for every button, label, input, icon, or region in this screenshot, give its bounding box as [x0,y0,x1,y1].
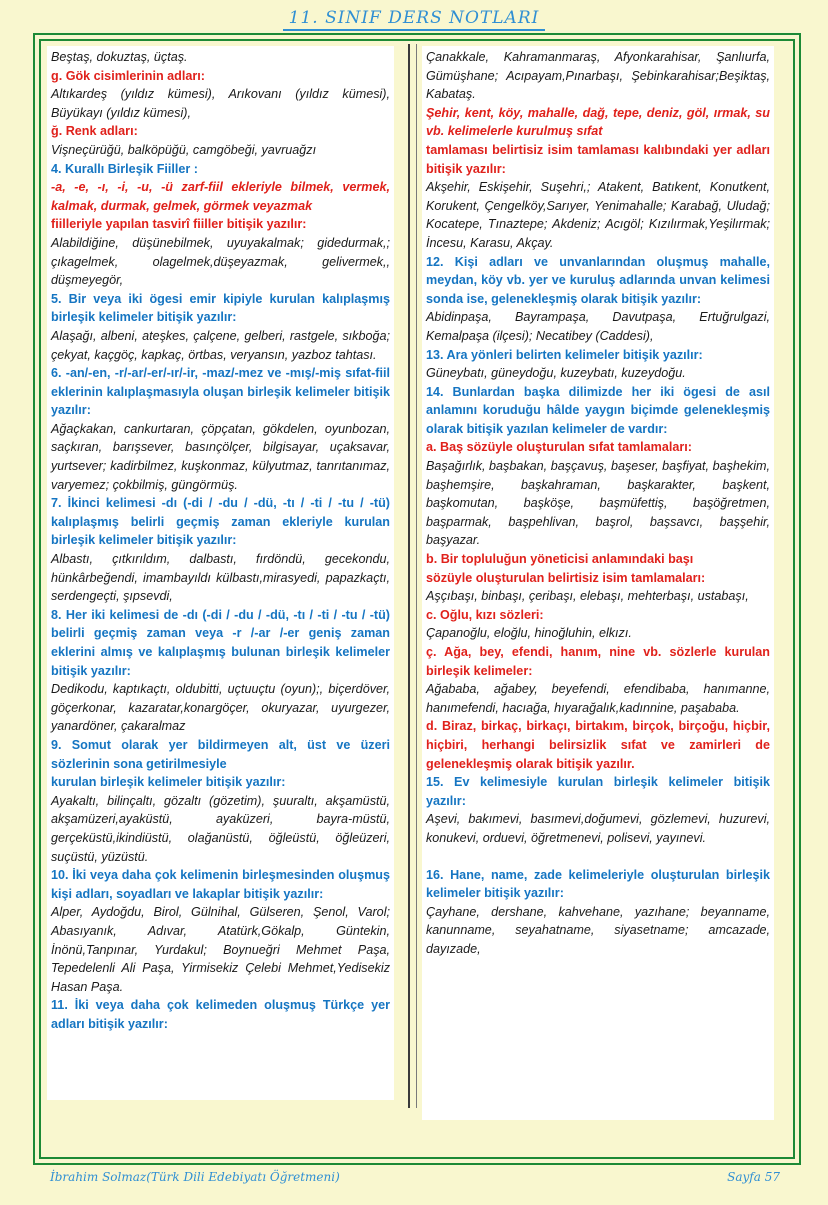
place-rule-examples: Akşehir, Eskişehir, Suşehri,; Atakent, Batıkent, Konutkent, Korukent, Çengelköy,Sarıyer, Yenimahalle; Karabağ, Uludağ; Kocatepe, Tınaztepe; Akdeniz; Acıgöl; Kızılırmak,Yeşilırmak; İncesu, Karasu, Akçay. [426,180,770,250]
stone-names-example: Beştaş, dokuztaş, üçtaş. [51,50,188,64]
place-rule-a: Şehir, kent, köy, mahalle, dağ, tepe, deniz, göl, ırmak, su vb. kelimelerle kurulmuş sıfat [426,105,770,139]
section-4-rule-b: fiilleriyle yapılan tasvirî fiiller bitişik yazılır: [51,217,307,232]
section-14a-examples: Başağırlık, başbakan, başçavuş, başeser, başfiyat, başhekim, başhemşire, başkahraman, başkarakter, başkent, başkomutan, başköşe, başmüfettiş, başöğretmen, başparmak, başpehlivan, başrol, başsavcı, başşehir, başyazar. [426,459,770,548]
section-5-heading: 5. Bir veya iki ögesi emir kipiyle kurulan kalıplaşmış birleşik kelimeler bitişik yazılır: [51,291,390,325]
place-rule-b: tamlaması belirtisiz isim tamlaması kalıbındaki yer adları bitişik yazılır: [426,142,770,176]
section-5-examples: Alaşağı, albeni, ateşkes, çalçene, gelberi, rastgele, sıkboğa; çekyat, kaçgöç, kapkaç, örtbas, veryansın, yazboz tahtası. [51,328,390,362]
section-14b-examples: Aşçıbaşı, binbaşı, çeribaşı, elebaşı, mehterbaşı, ustabaşı, [426,589,749,604]
section-9-heading: 9. Somut olarak yer bildirmeyen alt, üst ve üzeri sözlerinin sona getirilmesiyle [51,737,390,771]
column-divider-thin [416,44,417,1108]
section-8-examples: Dedikodu, kaptıkaçtı, oldubitti, uçtuuçtu (oyun);, biçerdöver, göçerkonar, kazaratar,konargöçer, okuryazar, uyurgezer, yanardöner, çakaralmaz [51,682,390,734]
section-14c-examples: Çapanoğlu, eloğlu, hinoğluhin, elkızı. [426,626,632,641]
section-4-heading: 4. Kurallı Birleşik Fiiller : [51,161,198,176]
section-6-heading: 6. -an/-en, -r/-ar/-er/-ır/-ir, -maz/-mez ve -mış/-miş sıfat-fiil eklerinin kalıplaşmasıyla oluşan birleşik kelimeler bitişik yazılır: [51,366,390,418]
section-14cc-heading: ç. Ağa, bey, efendi, hanım, nine vb. sözlerle kurulan birleşik kelimeler: [426,645,770,678]
section-12-heading: 12. Kişi adları ve unvanlarından oluşmuş mahalle, meydan, köy vb. yer ve kuruluş adlarında unvan kelimesi sonda ise, gelenekleşmiş olarak bitişik yazılır: [426,254,770,306]
section-6-examples: Ağaçkakan, cankurtaran, çöpçatan, gökdelen, oyunbozan, saçkıran, barışsever, basınçölçer, bilgisayar, uçaksavar, yurtsever; kadirbilmez, kuşkonmaz, külyutmaz, tanrıtanımaz, varyemez; çokbilmiş, güngörmüş. [51,421,390,492]
section-11-heading: 11. İki veya daha çok kelimeden oluşmuş Türkçe yer adları bitişik yazılır: [51,998,390,1031]
section-11-examples: Çanakkale, Kahramanmaraş, Afyonkarahisar, Şanlıurfa, Gümüşhane; Acıpayam,Pınarbaşı, Şebinkarahisar;Beşiktaş, Kabataş. [426,50,770,102]
spacer [426,848,770,866]
right-column [422,46,774,1120]
section-16-examples: Çayhane, dershane, kahvehane, yazıhane; beyanname, kanunname, seyahatname, siyasetname; amcazade, dayızade, [426,904,770,956]
section-16-heading: 16. Hane, name, zade kelimeleriyle oluşturulan birleşik kelimeler bitişik yazılır: [426,867,770,901]
section-8-heading: 8. Her iki kelimesi de -dı (-di / -du / -dü, -tı / -ti / -tu / -tü) belirli geçmiş zaman veya -r /-ar /-er geniş zaman eklerini almış ve kalıplaşmış bulunan birleşik kelimeler bitişik yazılır: [51,607,390,678]
section-14a-heading: a. Baş sözüyle oluşturulan sıfat tamlamaları: [426,440,692,455]
section-9-heading-cont: kurulan birleşik kelimeler bitişik yazılır: [51,775,286,790]
section-10-heading: 10. İki veya daha çok kelimenin birleşmesinden oluşmuş kişi adları, soyadları ve lakaplar bitişik yazılır: [51,868,390,901]
section-g-examples: Altıkardeş (yıldız kümesi), Arıkovanı (yıldız kümesi), Büyükayı (yıldız kümesi), [51,87,390,120]
section-gg-heading: ğ. Renk adları: [51,124,138,139]
section-10-examples: Alper, Aydoğdu, Birol, Gülnihal, Gülseren, Şenol, Varol; Abasıyanık, Adıvar, Atatürk,Gökalp, Güntekin, İnönü,Tanpınar, Yurdakul; Boynueğri Mehmet Paşa, Tepedelenli Ali Paşa, Yirmisekiz Çelebi Mehmet,Yedisekiz Hasan Paşa. [51,905,390,994]
footer-author: İbrahim Solmaz(Türk Dili Edebiyatı Öğretmeni) [50,1170,340,1184]
left-column [47,46,394,1100]
footer-page-number: Sayfa 57 [727,1170,780,1184]
section-14cc-examples: Ağababa, ağabey, beyefendi, efendibaba, hanımanne, hanımefendi, hacıağa, hıyarağalık,kadınnine, paşababa. [426,682,770,715]
section-13-examples: Güneybatı, güneydoğu, kuzeybatı, kuzeydoğu. [426,366,686,381]
section-7-heading: 7. İkinci kelimesi -dı (-di / -du / -dü, -tı / -ti / -tu / -tü) kalıplaşmış belirli geçmiş zaman ekleriyle kurulan birleşik kelimeler bitişik yazılır: [51,496,390,548]
section-4-rule-a: -a, -e, -ı, -i, -u, -ü zarf-fiil ekleriyle bilmek, vermek, kalmak, durmak, gelmek, görmek veyazmak [51,180,390,213]
section-15-examples: Aşevi, bakımevi, basımevi,doğumevi, gözlemevi, huzurevi, konukevi, orduevi, öğretmenevi, polisevi, yayınevi. [426,812,770,845]
section-gg-examples: Vişneçürüğü, balköpüğü, camgöbeği, yavruağzı [51,142,317,157]
section-14-heading: 14. Bunlardan başka dilimizde her iki ögesi de asıl anlamını koruduğu hâlde yaygın biçimde gelenekleşmiş olarak bitişik yazılan kelimeler de vardır: [426,384,770,436]
page-header [0,8,828,28]
section-7-examples: Albastı, çıtkırıldım, dalbastı, fırdöndü, gecekondu, hünkârbeğendi, imambayıldı külbastı,mirasyedi, papazkaçtı, serdengeçti, şıpsevdi, [51,552,390,604]
section-14b-heading-cont: sözüyle oluşturulan belirtisiz isim tamlamaları: [426,570,706,585]
section-9-examples: Ayakaltı, bilinçaltı, gözaltı (gözetim), şuuraltı, akşamüstü, akşamüzeri,ayaküstü, ayaküzeri, bayra-müstü, gerçeküstü,ikindiüstü, olağanüstü, öğleüstü, öğleüzeri, suçüstü, yüzüstü. [51,793,390,864]
section-13-heading: 13. Ara yönleri belirten kelimeler bitişik yazılır: [426,347,703,362]
section-4-examples: Alabildiğine, düşünebilmek, uyuyakalmak; gidedurmak,; çıkagelmek, olagelmek,düşeyazmak, gelivermek,, düşmeyegör, [51,235,390,288]
section-14c-heading: c. Oğlu, kızı sözleri: [426,607,544,622]
section-14d-heading: d. Biraz, birkaç, birkaçı, birtakım, birçok, birçoğu, hiçbir, hiçbiri, herhangi belirsizlik sıfat ve zamirleri de gelenekleşmiş olarak bitişik yazılır. [426,719,770,771]
section-g-heading: g. Gök cisimlerinin adları: [51,68,205,83]
column-divider [408,44,410,1108]
page-title: 11. SINIF DERS NOTLARI [283,8,546,31]
section-15-heading: 15. Ev kelimesiyle kurulan birleşik kelimeler bitişik yazılır: [426,775,770,808]
section-12-examples: Abidinpaşa, Bayrampaşa, Davutpaşa, Ertuğrulgazi, Kemalpaşa (ilçesi); Necatibey (Caddesi), [426,310,770,343]
section-14b-heading: b. Bir topluluğun yöneticisi anlamındaki başı [426,552,694,567]
